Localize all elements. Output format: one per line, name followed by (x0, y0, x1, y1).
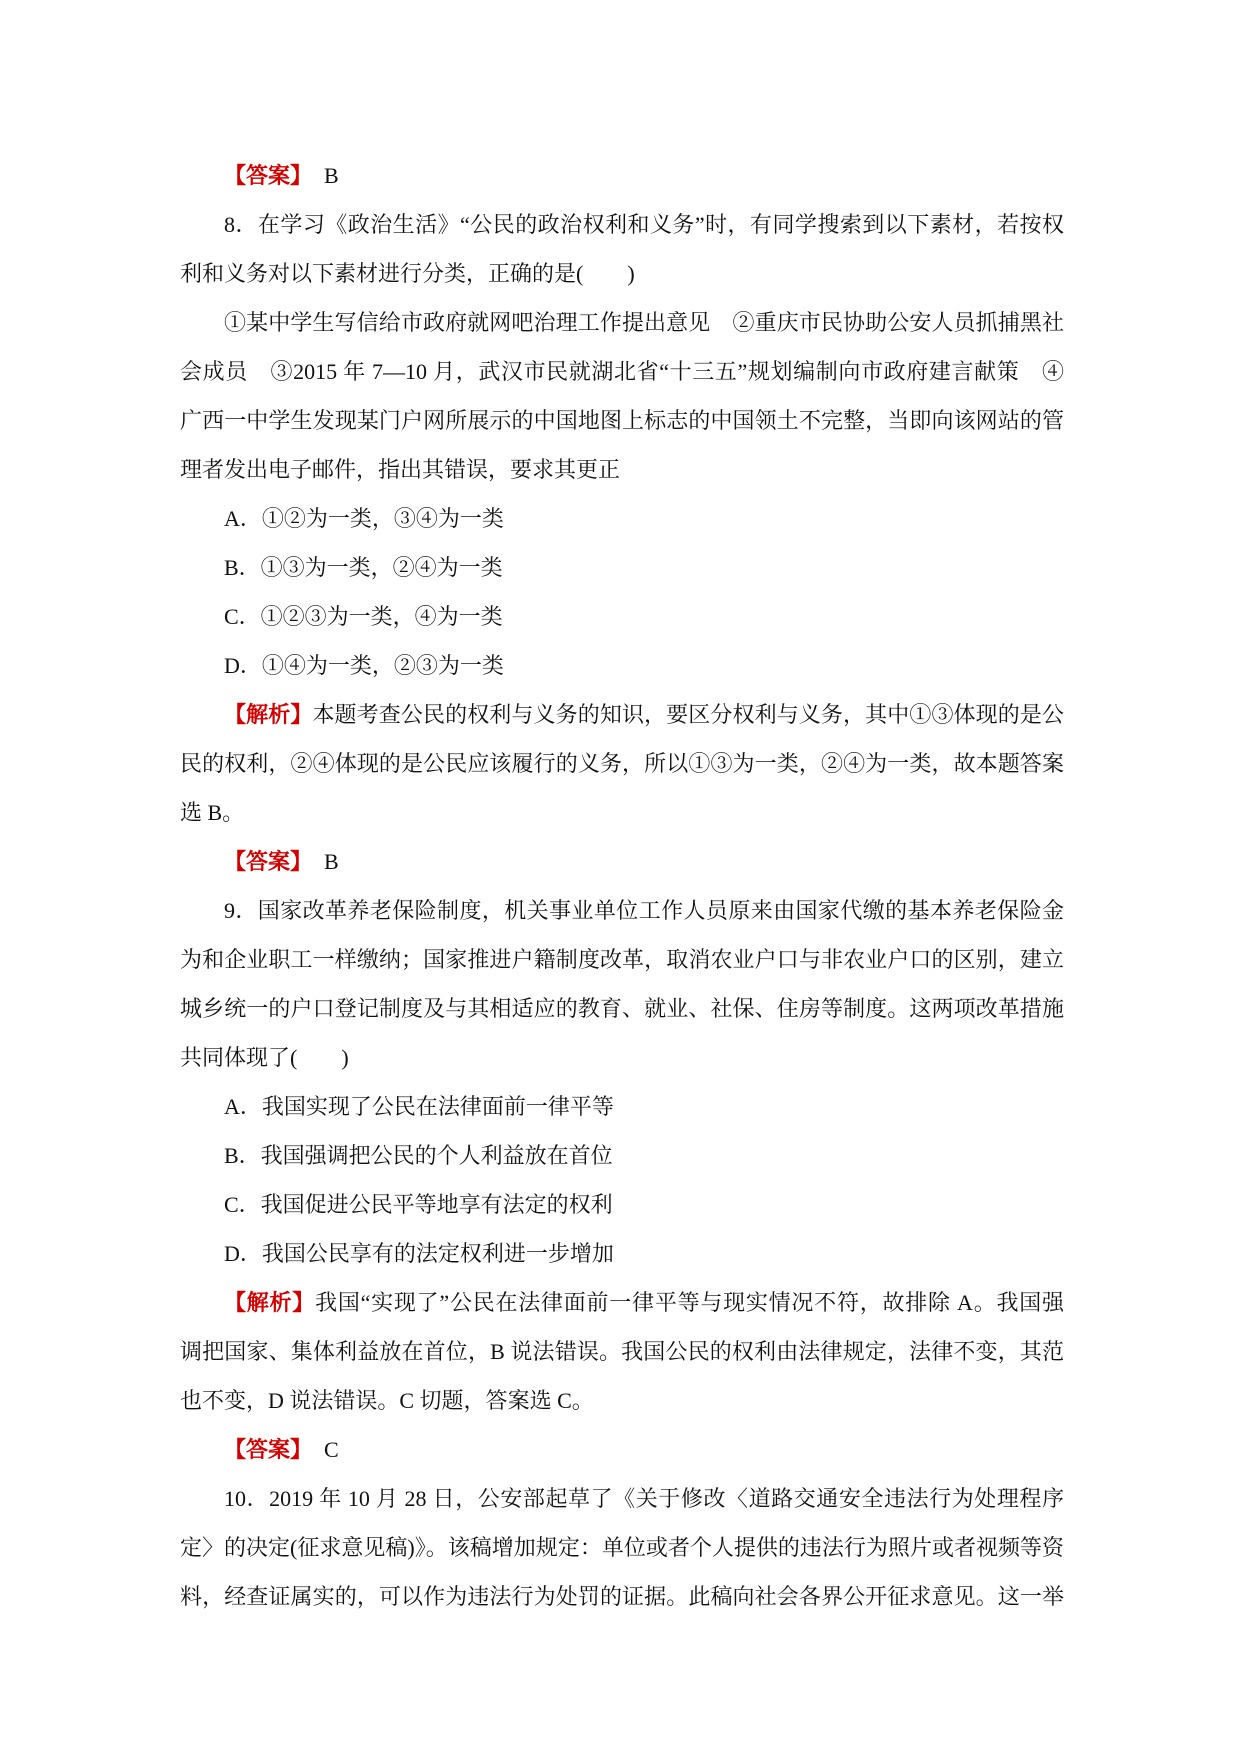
material-line: ①某中学生写信给市政府就网吧治理工作提出意见 ②重庆市民协助公安人员抓捕黑社 (224, 310, 1064, 335)
option-d: D．①④为一类，②③为一类 (224, 653, 504, 678)
question-stem-line: 料，经查证属实的，可以作为违法行为处罚的证据。此稿向社会各界公开征求意见。这一举 (180, 1584, 1064, 1609)
analysis-line (180, 1278, 1064, 1327)
answer-label: 【答案】 (224, 163, 313, 188)
answer-label: 【答案】 (224, 1437, 313, 1462)
option-c: C．①②③为一类，④为一类 (224, 604, 503, 629)
analysis-line (180, 690, 1064, 739)
page-content (180, 151, 1064, 1621)
question-stem-line: 9．国家改革养老保险制度，机关事业单位工作人员原来由国家代缴的基本养老保险金 (224, 898, 1064, 923)
question-stem-line: 定〉的决定(征求意见稿)》。该稿增加规定：单位或者个人提供的违法行为照片或者视频等资 (180, 1535, 1064, 1560)
option-a: A．①②为一类，③④为一类 (224, 506, 504, 531)
option-b: B．我国强调把公民的个人利益放在首位 (224, 1143, 613, 1168)
option-c: C．我国促进公民平等地享有法定的权利 (224, 1192, 613, 1217)
answer-value: C (324, 1437, 339, 1462)
analysis-line: 民的权利，②④体现的是公民应该履行的义务，所以①③为一类，②④为一类，故本题答案 (180, 751, 1064, 776)
analysis-line: 调把国家、集体利益放在首位，B 说法错误。我国公民的权利由法律规定，法律不变，其范 (180, 1339, 1064, 1364)
answer-value: B (324, 163, 339, 188)
analysis-label: 【解析】 (224, 702, 313, 727)
answer-label: 【答案】 (224, 849, 313, 874)
analysis-text: 本题考查公民的权利与义务的知识，要区分权利与义务，其中①③体现的是公 (312, 702, 1064, 727)
answer-line (180, 151, 1064, 200)
option-d: D．我国公民享有的法定权利进一步增加 (224, 1241, 614, 1266)
material-line: 广西一中学生发现某门户网所展示的中国地图上标志的中国领土不完整，当即向该网站的管 (180, 408, 1064, 433)
analysis-line: 也不变，D 说法错误。C 切题，答案选 C。 (180, 1388, 594, 1413)
answer-line (180, 837, 1064, 886)
option-b: B．①③为一类，②④为一类 (224, 555, 503, 580)
analysis-label: 【解析】 (224, 1290, 316, 1315)
material-line: 会成员 ③2015 年 7—10 月，武汉市民就湖北省“十三五”规划编制向市政府建言献策 ④ (180, 359, 1064, 384)
answer-line (180, 1425, 1064, 1474)
analysis-line: 选 B。 (180, 800, 245, 825)
analysis-text: 我国“实现了”公民在法律面前一律平等与现实情况不符，故排除 A。我国强 (315, 1290, 1064, 1315)
question-stem-line: 10．2019 年 10 月 28 日，公安部起草了《关于修改〈道路交通安全违法行为处理程序 (224, 1486, 1064, 1511)
question-stem-line: 利和义务对以下素材进行分类，正确的是( ) (180, 261, 635, 286)
question-stem-line: 城乡统一的户口登记制度及与其相适应的教育、就业、社保、住房等制度。这两项改革措施 (180, 996, 1064, 1021)
answer-value: B (324, 849, 339, 874)
option-a: A．我国实现了公民在法律面前一律平等 (224, 1094, 614, 1119)
question-stem-line: 8．在学习《政治生活》“公民的政治权利和义务”时，有同学搜索到以下素材，若按权 (224, 212, 1064, 237)
material-line: 理者发出电子邮件，指出其错误，要求其更正 (180, 457, 621, 482)
question-stem-line: 为和企业职工一样缴纳；国家推进户籍制度改革，取消农业户口与非农业户口的区别，建立 (180, 947, 1064, 972)
question-stem-line: 共同体现了( ) (180, 1045, 349, 1070)
